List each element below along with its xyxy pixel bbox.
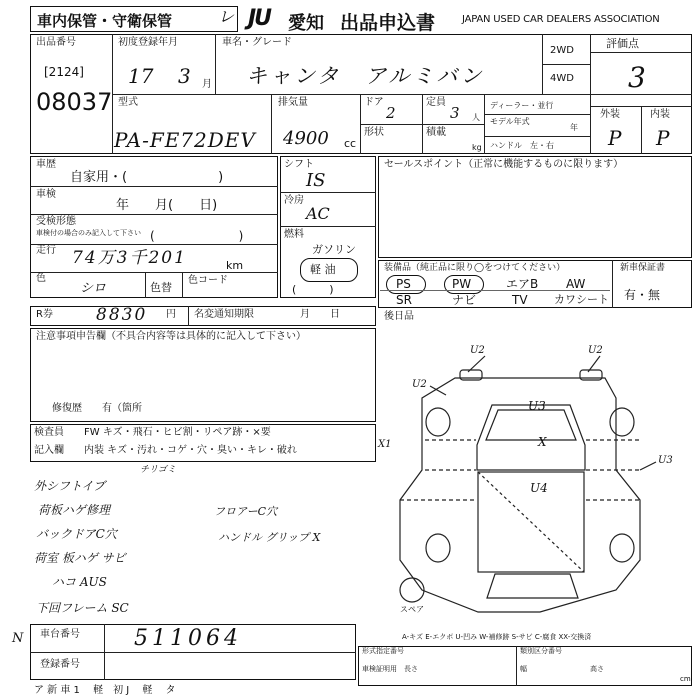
diagram-label-top-right: U2 bbox=[588, 345, 603, 356]
sales-point-label: セールスポイント（正常に機能するものに限ります） bbox=[384, 159, 624, 170]
shift-value: IS bbox=[306, 170, 326, 191]
cm-unit: cm bbox=[680, 675, 691, 683]
model-value: PA-FE72DEV bbox=[114, 128, 256, 152]
note-line-4: 荷室 板ハゲ サビ bbox=[34, 551, 126, 565]
shift-label: シフト bbox=[284, 159, 314, 170]
notice-value: 月 日 bbox=[300, 309, 340, 320]
mileage-label: 走行 bbox=[36, 245, 56, 256]
handle-label: ハンドル 左・右 bbox=[490, 141, 554, 150]
inspector-x1: X1 bbox=[378, 439, 392, 450]
score-value: 3 bbox=[628, 61, 646, 94]
load-label: 積載 bbox=[426, 127, 446, 138]
mileage-unit: km bbox=[226, 259, 244, 272]
color-code-label: 色コード bbox=[188, 275, 228, 286]
notice-label: 名変通知期限 bbox=[194, 309, 254, 320]
door-value: 2 bbox=[386, 104, 396, 122]
inspector-label-2: 記入欄 bbox=[34, 445, 64, 456]
note-line-6: 下回フレーム SC bbox=[36, 601, 129, 615]
equip-airbag: エアB bbox=[506, 277, 539, 291]
right-note-2: ハンドル グリップ X bbox=[218, 531, 321, 544]
warranty-label: 新車保証書 bbox=[620, 263, 666, 273]
ac-value: AC bbox=[306, 204, 330, 223]
color-value: シロ bbox=[80, 281, 107, 296]
kg-unit: kg bbox=[472, 143, 482, 152]
note-line-5: ハコ AUS bbox=[52, 575, 107, 589]
drive-2wd: 2WD bbox=[550, 45, 574, 56]
capacity-label: 定員 bbox=[426, 97, 446, 108]
storage-title: 車内保管・守衛保管 bbox=[37, 12, 173, 30]
exterior-label: 外装 bbox=[600, 109, 620, 120]
cc-unit: cc bbox=[344, 137, 357, 150]
association-name: JAPAN USED CAR DEALERS ASSOCIATION bbox=[462, 14, 660, 25]
bottom-row: ア 新 車 1 軽 初 J 軽 タ bbox=[34, 685, 176, 696]
exterior-grade: P bbox=[608, 126, 622, 150]
fuel-diesel: 軽 油 bbox=[310, 263, 336, 276]
right-note-1: フロアーC穴 bbox=[214, 505, 278, 518]
lot-label: 出品番号 bbox=[36, 37, 76, 48]
diagram-label-roof: U3 bbox=[528, 399, 546, 413]
chassis-value: 511064 bbox=[134, 626, 242, 651]
first-reg-month: 3 bbox=[178, 64, 191, 88]
notes-label: 注意事項申告欄（不具合内容等は具体的に記入して下さい） bbox=[36, 331, 306, 342]
history-label: 車歴 bbox=[36, 159, 56, 170]
fw-line: FW キズ・飛石・ヒビ割・リペア跡・×要 bbox=[84, 427, 271, 438]
spare-label: スペア bbox=[400, 605, 424, 614]
repair-history-label: 修復歴 有（箇所 bbox=[52, 403, 142, 414]
recycle-unit: 円 bbox=[166, 309, 176, 320]
acceptance-sub: 車検付の場合のみ記入して下さい bbox=[36, 229, 141, 237]
registration-label: 登録番号 bbox=[40, 659, 80, 670]
diagram-label-right: U3 bbox=[658, 455, 673, 466]
year-unit: 年 bbox=[570, 123, 578, 132]
diagram-label-box: U4 bbox=[530, 481, 548, 495]
displacement-label: 排気量 bbox=[278, 97, 308, 108]
fuel-label: 燃料 bbox=[284, 229, 304, 240]
note-line-1: 外シフトイブ bbox=[34, 479, 106, 493]
color-swap-label: 色替 bbox=[150, 281, 172, 294]
class-label: 類別区分番号 bbox=[520, 647, 562, 655]
chassis-label: 車台番号 bbox=[40, 629, 80, 640]
equip-pw: PW bbox=[452, 277, 472, 291]
lot-number: 08037 bbox=[36, 88, 113, 116]
first-reg-label: 初度登録年月 bbox=[118, 37, 178, 48]
equipment-label: 装備品（純正品に限り◯をつけてください） bbox=[384, 263, 566, 273]
dealer-label: ディーラー・並行 bbox=[490, 101, 554, 110]
fuel-other: ( ) bbox=[292, 283, 334, 296]
interior-grade: P bbox=[656, 126, 670, 150]
interior-line: 内装 キズ・汚れ・コゲ・穴・臭い・キレ・破れ bbox=[84, 445, 297, 456]
diagram-label-top-left: U2 bbox=[470, 345, 485, 356]
history-value: 自家用・( ) bbox=[70, 170, 224, 185]
interior-label: 内装 bbox=[650, 109, 670, 120]
first-reg-year: 17 bbox=[128, 64, 154, 88]
fuel-gasoline: ガソリン bbox=[312, 243, 356, 256]
recycle-label: R券 bbox=[36, 309, 53, 320]
color-label: 色 bbox=[36, 273, 46, 284]
mileage-value: 74万3千201 bbox=[72, 248, 187, 268]
inspector-label-1: 検査員 bbox=[34, 427, 64, 438]
n-mark: N bbox=[12, 631, 24, 646]
width-label: 幅 bbox=[520, 665, 527, 673]
lot-sub: [2124] bbox=[44, 65, 84, 79]
acceptance-label: 受検形態 bbox=[36, 216, 76, 227]
model-year-label: モデル年式 bbox=[490, 117, 530, 126]
form-title: 出品申込書 bbox=[340, 12, 436, 34]
model-label: 型式 bbox=[118, 97, 138, 108]
ac-label: 冷房 bbox=[284, 195, 304, 206]
diagram-label-x: X bbox=[538, 435, 547, 449]
equip-ps: PS bbox=[396, 277, 411, 291]
car-name-label: 車名・グレード bbox=[222, 37, 292, 48]
form-spec-label: 形式指定番号 bbox=[362, 647, 404, 655]
diagram-label-left: U2 bbox=[412, 379, 427, 390]
cert-label: 車検証明用 bbox=[362, 665, 397, 673]
equip-tv: TV bbox=[512, 293, 528, 307]
note-line-2: 荷板ハゲ修理 bbox=[38, 503, 111, 517]
inspection-label: 車検 bbox=[36, 189, 56, 200]
capacity-unit: 人 bbox=[472, 113, 480, 122]
recycle-value: 8830 bbox=[96, 305, 148, 325]
aichi-label: 愛知 bbox=[288, 13, 324, 34]
inspection-value: 年 月( 日) bbox=[116, 198, 218, 213]
equip-leather: カワシート bbox=[554, 293, 609, 306]
length-label: 長さ bbox=[404, 665, 418, 673]
ju-logo: JU bbox=[248, 6, 271, 31]
equip-navi: ナビ bbox=[452, 293, 477, 307]
car-name: キャンタ アルミバン bbox=[246, 64, 485, 88]
month-unit: 月 bbox=[202, 79, 212, 90]
height-label: 高さ bbox=[590, 665, 604, 673]
equip-aw: AW bbox=[566, 277, 586, 291]
damage-legend: A-キズ E-エクボ U-凹み W-補修跡 S-サビ C-腐食 XX-交換済 bbox=[402, 633, 592, 641]
equip-sr: SR bbox=[396, 293, 412, 307]
drive-4wd: 4WD bbox=[550, 73, 574, 84]
shape-label: 形状 bbox=[364, 127, 384, 138]
storage-check-mark: レ bbox=[218, 7, 235, 26]
capacity-value: 3 bbox=[450, 104, 460, 122]
warranty-value: 有・無 bbox=[624, 288, 661, 302]
acceptance-value: ( ) bbox=[150, 229, 244, 243]
door-label: ドア bbox=[364, 97, 384, 108]
rear-item-label: 後日品 bbox=[384, 311, 414, 322]
inspector-note-1: チリゴミ bbox=[140, 465, 176, 475]
score-label: 評価点 bbox=[606, 37, 639, 50]
note-line-3: バックドアC穴 bbox=[36, 527, 117, 541]
displacement-value: 4900 bbox=[283, 128, 329, 149]
